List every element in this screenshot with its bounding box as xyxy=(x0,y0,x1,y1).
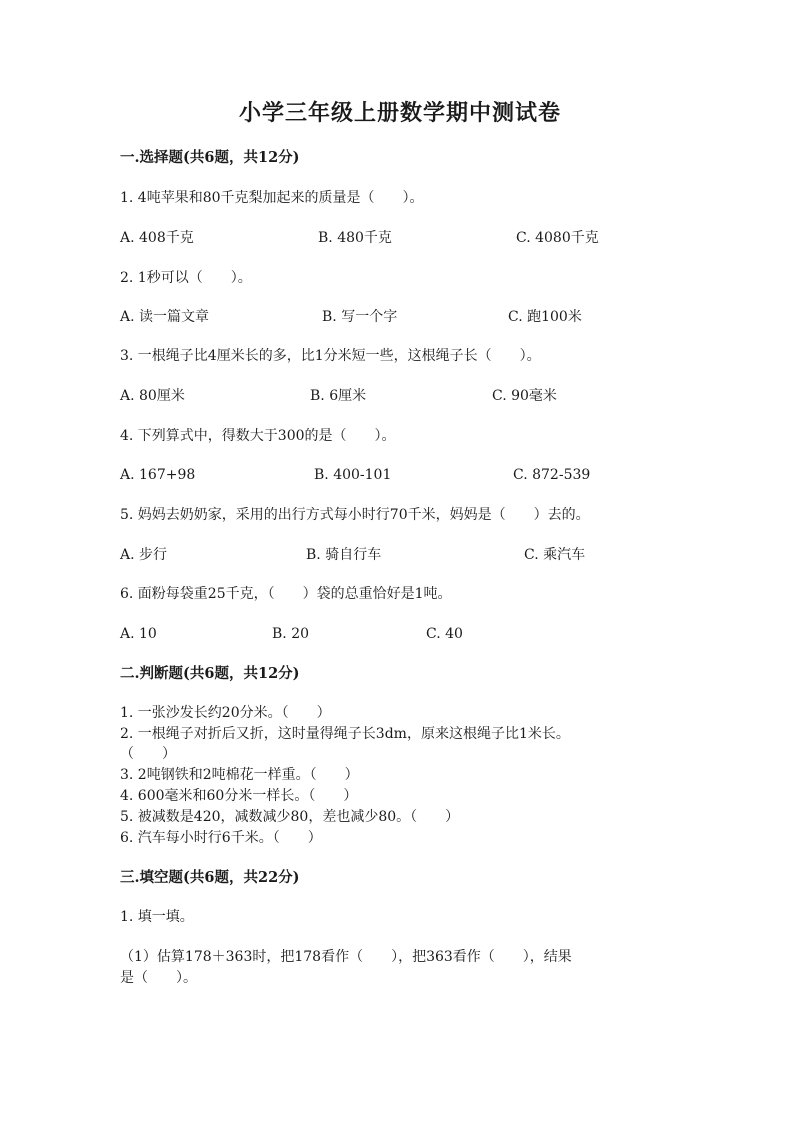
option-b: B. 400-101 xyxy=(314,467,392,483)
question-text: 3. 一根绳子比4厘米长的多，比1分米短一些，这根绳子长（ ）。 xyxy=(120,348,541,364)
option-b: B. 20 xyxy=(272,626,310,642)
judge-item: （ ） xyxy=(120,746,176,762)
option-b: B. 骑自行车 xyxy=(306,547,382,563)
section-heading-choice: 一.选择题(共6题，共12分) xyxy=(120,149,300,166)
page-title: 小学三年级上册数学期中测试卷 xyxy=(238,100,561,126)
judge-item: 3. 2吨钢铁和2吨棉花一样重。（ ） xyxy=(120,767,359,783)
judge-item: 4. 600毫米和60分米一样长。（ ） xyxy=(120,788,358,804)
option-a: A. 408千克 xyxy=(120,230,194,246)
option-c: C. 90毫米 xyxy=(492,388,557,404)
fill-subquestion: （1）估算178＋363时，把178看作（ ），把363看作（ ），结果 xyxy=(120,949,572,965)
question-text: 2. 1秒可以（ ）。 xyxy=(120,270,252,286)
section-heading-fill: 三.填空题(共6题，共22分) xyxy=(120,869,300,886)
option-a: A. 167+98 xyxy=(120,467,196,483)
judge-item: 2. 一根绳子对折后又折，这时量得绳子长3dm，原来这根绳子比1米长。 xyxy=(120,726,570,742)
judge-item: 1. 一张沙发长约20分米。（ ） xyxy=(120,705,331,721)
question-text: 4. 下列算式中，得数大于300的是（ ）。 xyxy=(120,428,396,444)
option-c: C. 872-539 xyxy=(513,467,591,483)
option-c: C. 40 xyxy=(426,626,463,642)
option-c: C. 4080千克 xyxy=(516,230,599,246)
option-a: A. 10 xyxy=(120,626,157,642)
question-text: 1. 4吨苹果和80千克梨加起来的质量是（ ）。 xyxy=(120,190,424,206)
option-c: C. 乘汽车 xyxy=(524,547,586,563)
section-heading-judge: 二.判断题(共6题，共12分) xyxy=(120,665,300,682)
option-c: C. 跑100米 xyxy=(508,309,582,325)
option-b: B. 6厘米 xyxy=(310,388,367,404)
option-a: A. 步行 xyxy=(120,547,168,563)
option-a: A. 80厘米 xyxy=(120,388,185,404)
fill-question: 1. 填一填。 xyxy=(120,909,194,925)
question-text: 6. 面粉每袋重25千克，（ ）袋的总重恰好是1吨。 xyxy=(120,586,452,602)
option-b: B. 480千克 xyxy=(318,230,392,246)
option-b: B. 写一个字 xyxy=(322,309,398,325)
judge-item: 6. 汽车每小时行6千米。（ ） xyxy=(120,830,322,846)
option-a: A. 读一篇文章 xyxy=(120,309,210,325)
question-text: 5. 妈妈去奶奶家，采用的出行方式每小时行70千米，妈妈是（ ）去的。 xyxy=(120,507,590,523)
judge-item: 5. 被减数是420，减数减少80，差也减少80。（ ） xyxy=(120,809,460,825)
fill-subquestion: 是（ ）。 xyxy=(120,970,197,986)
